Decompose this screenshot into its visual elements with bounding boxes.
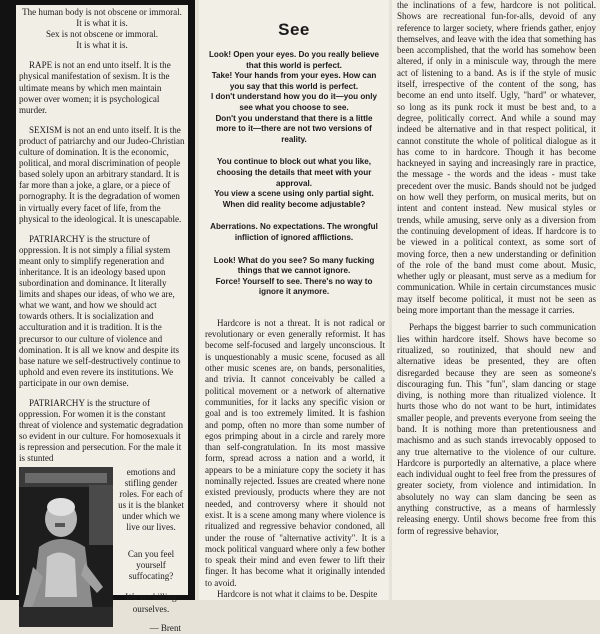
essay-paragraph-3: the inclinations of a few, hardcore is not political. Shows are recreational fun-for-alls, devoid of any reference to larger society, where friends gather, enjoy themselves, and leave with the idea that something has been accomplished, that the world has somehow been altered, if only in a miniscule way, through the mere act of listening to a band. As is if the style of music itself, irrespective of the content of the song, has become an end unto itself. Ugly, "hard" or whatever, so long as its punk rock it must be best and, to a degree, politically correct. And while a sound may indeed be alternative and in that respect political, it cannot constitute the whole of political dialogue as it has come to in hardcore. Though it has become hackneyed in saying and increasingly rare in practice, the message - the words and the ideas - must take precedent over the music. Bands should not be judged on how well they perform, on musical merits, but on intent and content instead. New musical styles or trends, while amusing, serve only as a diversion from the continuing development of ideas. If hardcore is to be viewed in a political context, as some sort of moving force, then a new understanding or definition of the role of the band must come about. Music, whether ugly or pleasant, must serve as a medium for communication. While in certain circumstances music may itself become political, it must not be seen as being more important than the message it carries. — [397, 0, 596, 316]
poem-line: Force! Yourself to see. There's no way to ignore it anymore. — [215, 276, 373, 297]
middle-column — [199, 0, 389, 600]
caption-text-3: We are killing ourselves. — [125, 592, 177, 614]
essay-paragraph-1: Hardcore is not a threat. It is not radical or revolutionary or even generally reformist. It has become self-focused and largely unconscious. It is unquestionably a music scene, focused as all other music scenes are, on bands, personalities, and trivia. It cannot conceivably be called a political movement or a network of alternative communities, for it lacks any specific vision or goal and is too extremely limited. It is fashion and pomp, often no more than some number of egos primping about in a circle and rarely more than self-congratulation. In its most massive form, spread across a nation and a world, it appears to be a miniature copy the society it has nominally rejected. Issues are created where none existed previously, products where they are not needed, and controversy where it should not exist. It is a scene among many where violence is ritualized and regressive behavior condoned, all under the rouse of "alternative activity". It is a mock political vanguard where only a few bother to speak their mind and even fewer to lift their finger. It has become what it originally intended to avoid. — [205, 317, 385, 588]
opening-line-1: The human body is not obscene or immoral. — [22, 7, 182, 17]
caption-text-1: emotions and stifling gender roles. For each of us it is the blanket under which we live our lives. — [118, 466, 184, 533]
left-column — [16, 5, 188, 633]
poem-line: You continue to block out what you like, choosing the details that meet with your approval. — [216, 157, 372, 188]
opening-line-3: Sex is not obscene or immoral. — [45, 29, 159, 40]
caption-text-2: Can you feel yourself suffocating? — [127, 549, 175, 582]
rape-paragraph: RAPE is not an end unto itself. It is the physical manifestation of sexism. It is the ultimate means by which men maintain power over women; it is psychological murder. — [19, 60, 171, 115]
poem-line: You view a scene using only partial sight. When did reality become adjustable? — [214, 189, 374, 209]
poem — [205, 50, 383, 298]
poem-stanza-4 — [205, 256, 383, 298]
poem-line: Look! What do you see? So many fucking things that we cannot ignore. — [213, 255, 375, 276]
poem-line: Don't you understand that there is a little more to it—there are not two versions of reality. — [215, 113, 373, 144]
photo-caption — [117, 466, 185, 633]
poem-stanza-3 — [205, 222, 383, 243]
patriarchy-paragraph-2: PATRIARCHY is the structure of oppression. For women it is the constant threat of violence and systematic degradation so evident in our culture. For homosexuals it is repression and persecution. For the male it is stunted — [19, 398, 184, 464]
poem-line: Aberrations. No expectations. The wrongful infliction of ignored afflictions. — [210, 222, 378, 242]
poem-title: See — [278, 20, 310, 39]
poem-line: Look! Open your eyes. Do you really believe that this world is perfect. — [208, 50, 380, 70]
patriarchy-paragraph-1: PATRIARCHY is the structure of oppression. It is not simply a filial system meant only to simplify regeneration and inheritance. It is an ideology based upon subordination and dominance. It literally limits and shapes our ideas, of who we are, what we want, and how we should act towards others. It is socialization and acculturation and it is tradition. It is the precursor to our culture of violence and domination. It is all we know and despite its base nature we self-destructively continue to uphold and even revere its institutions. We participate in our own demise. — [19, 233, 181, 388]
poem-stanza-2 — [205, 157, 383, 210]
poem-line: I don't understand how you do it—you only see what you choose to see. — [210, 92, 378, 112]
essay-continuation — [397, 0, 596, 537]
photo-section — [19, 466, 185, 633]
poem-line: Take! Your hands from your eyes. How can you say that this world is perfect. — [211, 71, 377, 91]
author-signature: — Brent — [149, 622, 181, 633]
left-column-frame — [0, 0, 195, 633]
opening-line-2: It is what it is. — [76, 18, 128, 29]
right-column — [392, 0, 600, 600]
opening-line-4: It is what it is. — [76, 40, 128, 51]
sexism-paragraph: SEXISM is not an end unto itself. It is the product of patriarchy and our Judeo-Christian culture of domination. It is the economic, political, and moral discrimination of people based solely upon an arbitrary standard. It is far more than a joke, a glare, or a piece of pornography. It is the degradation of women in virtually every facet of life, from the physical to the ideological. It is unescapable. — [19, 124, 185, 224]
essay-start — [205, 318, 385, 600]
essay-paragraph-4: Perhaps the biggest barrier to such communication lies within hardcore itself. Shows have become so ritualized, so routinized, that should new and alternative ideas be presented, they are often disregarded because they are seen as someone's discouraging fun. This "fun", slam dancing or stage diving, is nothing more than ritualized violence. It hurts those who do not want to be hurt, intimidates smaller people, and prevents everyone from seeing the band. It is nothing more than pretentiousness and machismo and as such stands irrevocably opposed to any true alternative to the violence of our culture. Hardcore is purportedly an alternative, a place where each individual ought to feel free from the pressures of greater society, from violence and intimidation. In absolutely no way can slam dancing be seen as anything constructive, as a means of harmlessly releasing energy. Until shows become free from this form of regressive behavior, — [397, 322, 596, 536]
essay-paragraph-2: Hardcore is not what it claims to be. Despite — [217, 589, 378, 599]
singer-photo — [19, 467, 113, 627]
poem-stanza-1 — [205, 50, 383, 145]
